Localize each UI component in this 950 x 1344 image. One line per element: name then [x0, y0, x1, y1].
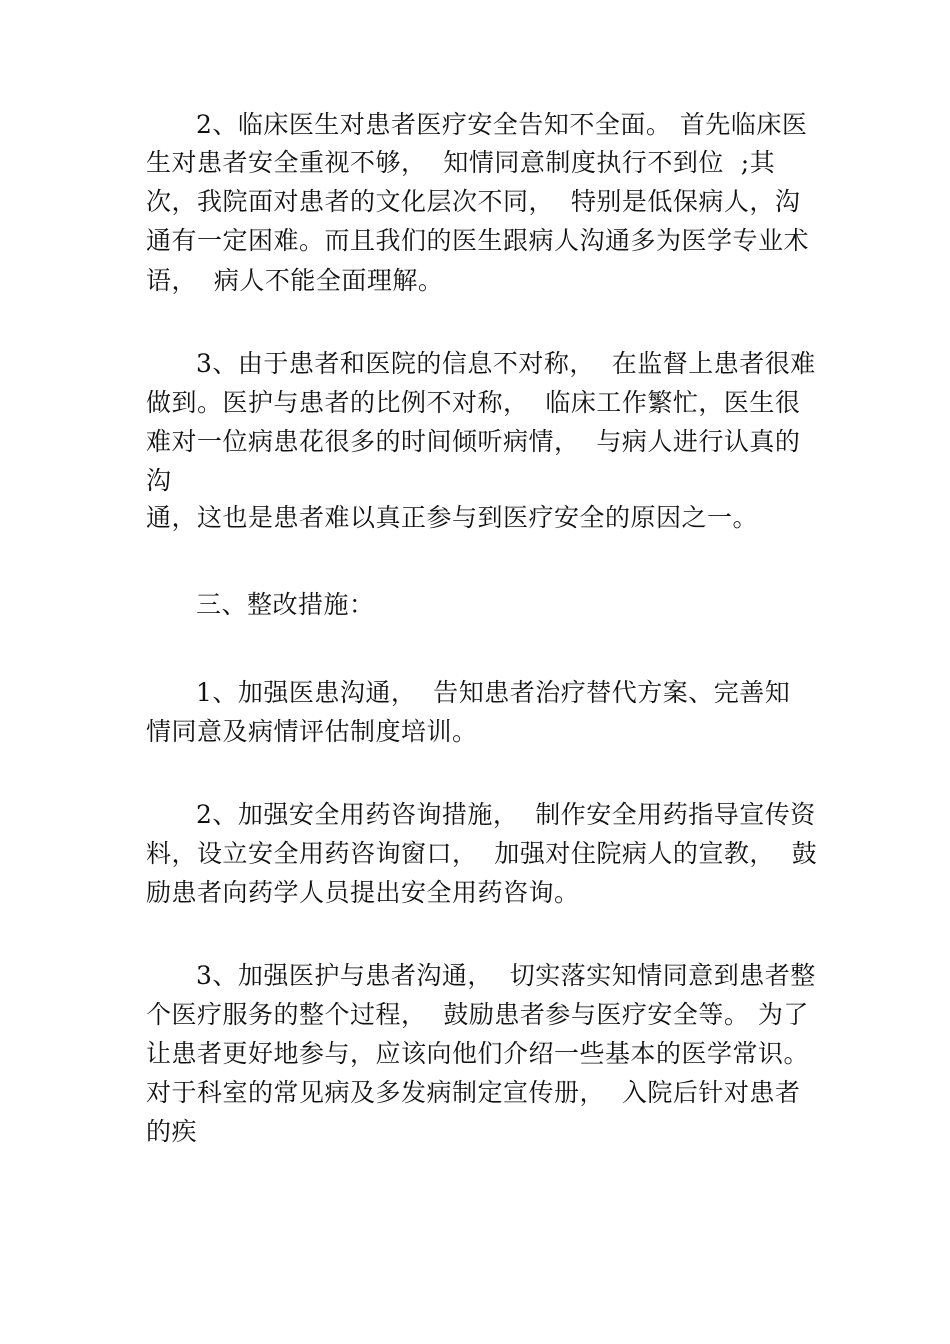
text-line: 的疾	[146, 1117, 198, 1146]
text-line: 做到。医护与患者的比例不对称， 临床工作繁忙，医生很	[146, 388, 801, 417]
text-line: 对于科室的常见病及多发病制定宣传册， 入院后针对患者	[146, 1078, 801, 1107]
text-line: 励患者向药学人员提出安全用药咨询。	[146, 878, 580, 907]
text-line: 通，这也是患者难以真正参与到医疗安全的原因之一。	[146, 503, 759, 532]
text-line: 语， 病人不能全面理解。	[146, 266, 444, 295]
text-line: 难对一位病患花很多的时间倾听病情， 与病人进行认真的	[146, 427, 801, 456]
text-line: 2、加强安全用药咨询措施， 制作安全用药指导宣传资	[196, 800, 816, 829]
section-heading: 三、整改措施：	[196, 590, 375, 619]
text-line: 情同意及病情评估制度培训。	[146, 717, 478, 746]
text-line: 生对患者安全重视不够， 知情同意制度执行不到位 ;其	[146, 148, 776, 177]
text-line: 通有一定困难。而且我们的医生跟病人沟通多为医学专业术	[146, 226, 810, 255]
text-line: 次，我院面对患者的文化层次不同， 特别是低保病人，沟	[146, 187, 801, 216]
text-line: 2、临床医生对患者医疗安全告知不全面。 首先临床医	[196, 110, 808, 139]
text-line: 3、加强医护与患者沟通， 切实落实知情同意到患者整	[196, 961, 816, 990]
text-line: 料，设立安全用药咨询窗口， 加强对住院病人的宣教， 鼓	[146, 839, 818, 868]
text-line: 1、加强医患沟通， 告知患者治疗替代方案、完善知	[196, 678, 791, 707]
text-line: 3、由于患者和医院的信息不对称， 在监督上患者很难	[196, 349, 816, 378]
text-line: 让患者更好地参与，应该向他们介绍一些基本的医学常识。	[146, 1039, 810, 1068]
text-line: 沟	[146, 466, 172, 495]
text-line: 个医疗服务的整个过程， 鼓励患者参与医疗安全等。 为了	[146, 1000, 809, 1029]
